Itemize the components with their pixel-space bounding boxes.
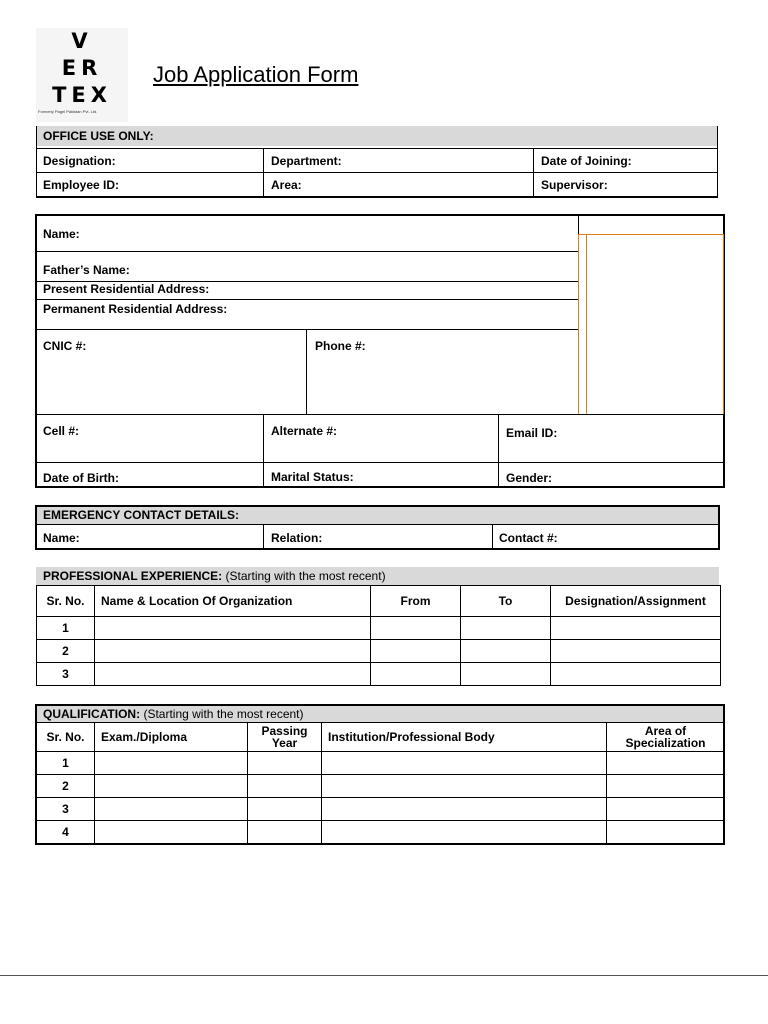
exp-row-number: 1 bbox=[37, 617, 95, 640]
qual-row-number: 4 bbox=[37, 821, 95, 844]
qualification-header-row bbox=[37, 723, 725, 752]
qual-cell[interactable] bbox=[607, 775, 725, 798]
emergency-contact-field[interactable]: Contact #: bbox=[499, 531, 558, 545]
exp-cell[interactable] bbox=[371, 663, 461, 686]
experience-header bbox=[43, 569, 386, 583]
table-row bbox=[37, 663, 721, 686]
cell-field[interactable]: Cell #: bbox=[43, 424, 80, 438]
exp-cell[interactable] bbox=[461, 663, 551, 686]
cnic-field[interactable]: CNIC #: bbox=[43, 339, 87, 353]
qual-col-passing: Passing bbox=[261, 724, 308, 738]
qual-col-specialization: Specialization bbox=[625, 736, 706, 750]
gender-field[interactable]: Gender: bbox=[506, 471, 553, 485]
experience-table bbox=[36, 585, 721, 686]
employee-id-field[interactable]: Employee ID: bbox=[43, 178, 120, 192]
table-row bbox=[37, 640, 721, 663]
qualification-header-note: (Starting with the most recent) bbox=[143, 707, 304, 721]
exp-col-designation: Designation/Assignment bbox=[551, 586, 721, 617]
qual-col-passing-year bbox=[248, 723, 322, 752]
exp-cell[interactable] bbox=[461, 617, 551, 640]
exp-cell[interactable] bbox=[551, 617, 721, 640]
exp-cell[interactable] bbox=[95, 640, 371, 663]
designation-field[interactable]: Designation: bbox=[43, 154, 116, 168]
email-field[interactable]: Email ID: bbox=[506, 426, 558, 440]
marital-status-field[interactable]: Marital Status: bbox=[271, 470, 354, 484]
logo-tagline: Formerly Pagel Pakistan Pvt. Ltd. bbox=[38, 109, 98, 114]
table-row bbox=[37, 798, 725, 821]
qualification-header bbox=[43, 707, 304, 721]
qual-cell[interactable] bbox=[95, 752, 248, 775]
table-row bbox=[37, 617, 721, 640]
qual-cell[interactable] bbox=[607, 752, 725, 775]
qual-cell[interactable] bbox=[248, 752, 322, 775]
exp-col-organization: Name & Location Of Organization bbox=[95, 586, 371, 617]
phone-field[interactable]: Phone #: bbox=[315, 339, 366, 353]
exp-cell[interactable] bbox=[95, 617, 371, 640]
office-header: OFFICE USE ONLY: bbox=[43, 129, 154, 143]
qual-cell[interactable] bbox=[95, 821, 248, 844]
qual-row-number: 3 bbox=[37, 798, 95, 821]
date-of-joining-field[interactable]: Date of Joining: bbox=[541, 154, 632, 168]
photo-box[interactable] bbox=[578, 234, 724, 415]
qual-col-area bbox=[607, 723, 725, 752]
qual-col-area-of: Area of bbox=[644, 724, 687, 738]
table-row bbox=[37, 821, 725, 844]
company-logo bbox=[36, 28, 128, 122]
qualification-table bbox=[36, 722, 725, 844]
alternate-field[interactable]: Alternate #: bbox=[271, 424, 338, 438]
qual-col-year: Year bbox=[271, 736, 298, 750]
logo-line-1: V bbox=[71, 29, 93, 53]
qual-cell[interactable] bbox=[322, 752, 607, 775]
emergency-relation-field[interactable]: Relation: bbox=[271, 531, 323, 545]
form-title: Job Application Form bbox=[153, 62, 359, 87]
qual-cell[interactable] bbox=[322, 821, 607, 844]
fathers-name-field[interactable]: Father’s Name: bbox=[43, 263, 130, 277]
page-bottom-rule bbox=[0, 975, 768, 976]
exp-cell[interactable] bbox=[371, 617, 461, 640]
qual-cell[interactable] bbox=[322, 775, 607, 798]
qual-col-exam: Exam./Diploma bbox=[95, 723, 248, 752]
exp-col-sr: Sr. No. bbox=[37, 586, 95, 617]
qual-cell[interactable] bbox=[248, 775, 322, 798]
qual-row-number: 1 bbox=[37, 752, 95, 775]
qualification-header-title: QUALIFICATION: bbox=[43, 707, 141, 721]
table-row bbox=[37, 775, 725, 798]
supervisor-field[interactable]: Supervisor: bbox=[541, 178, 608, 192]
logo-line-3: TEX bbox=[52, 83, 112, 107]
exp-cell[interactable] bbox=[551, 663, 721, 686]
table-row bbox=[37, 752, 725, 775]
qual-row-number: 2 bbox=[37, 775, 95, 798]
qual-cell[interactable] bbox=[607, 821, 725, 844]
exp-col-from: From bbox=[371, 586, 461, 617]
exp-row-number: 3 bbox=[37, 663, 95, 686]
qual-cell[interactable] bbox=[322, 798, 607, 821]
department-field[interactable]: Department: bbox=[271, 154, 342, 168]
qual-col-sr: Sr. No. bbox=[37, 723, 95, 752]
permanent-address-field[interactable]: Permanent Residential Address: bbox=[43, 302, 228, 316]
date-of-birth-field[interactable]: Date of Birth: bbox=[43, 471, 119, 485]
exp-cell[interactable] bbox=[95, 663, 371, 686]
experience-header-title: PROFESSIONAL EXPERIENCE: bbox=[43, 569, 223, 583]
experience-header-row bbox=[37, 586, 721, 617]
exp-cell[interactable] bbox=[551, 640, 721, 663]
present-address-field[interactable]: Present Residential Address: bbox=[43, 282, 210, 296]
qual-cell[interactable] bbox=[607, 798, 725, 821]
name-field[interactable]: Name: bbox=[43, 227, 80, 241]
area-field[interactable]: Area: bbox=[271, 178, 302, 192]
emergency-header: EMERGENCY CONTACT DETAILS: bbox=[43, 508, 240, 522]
exp-cell[interactable] bbox=[371, 640, 461, 663]
emergency-name-field[interactable]: Name: bbox=[43, 531, 80, 545]
qual-cell[interactable] bbox=[95, 798, 248, 821]
exp-row-number: 2 bbox=[37, 640, 95, 663]
exp-cell[interactable] bbox=[461, 640, 551, 663]
qual-cell[interactable] bbox=[248, 798, 322, 821]
qual-cell[interactable] bbox=[95, 775, 248, 798]
experience-header-note: (Starting with the most recent) bbox=[225, 569, 386, 583]
qual-cell[interactable] bbox=[248, 821, 322, 844]
logo-line-2: ER bbox=[61, 56, 103, 80]
qual-col-institution: Institution/Professional Body bbox=[322, 723, 607, 752]
exp-col-to: To bbox=[461, 586, 551, 617]
